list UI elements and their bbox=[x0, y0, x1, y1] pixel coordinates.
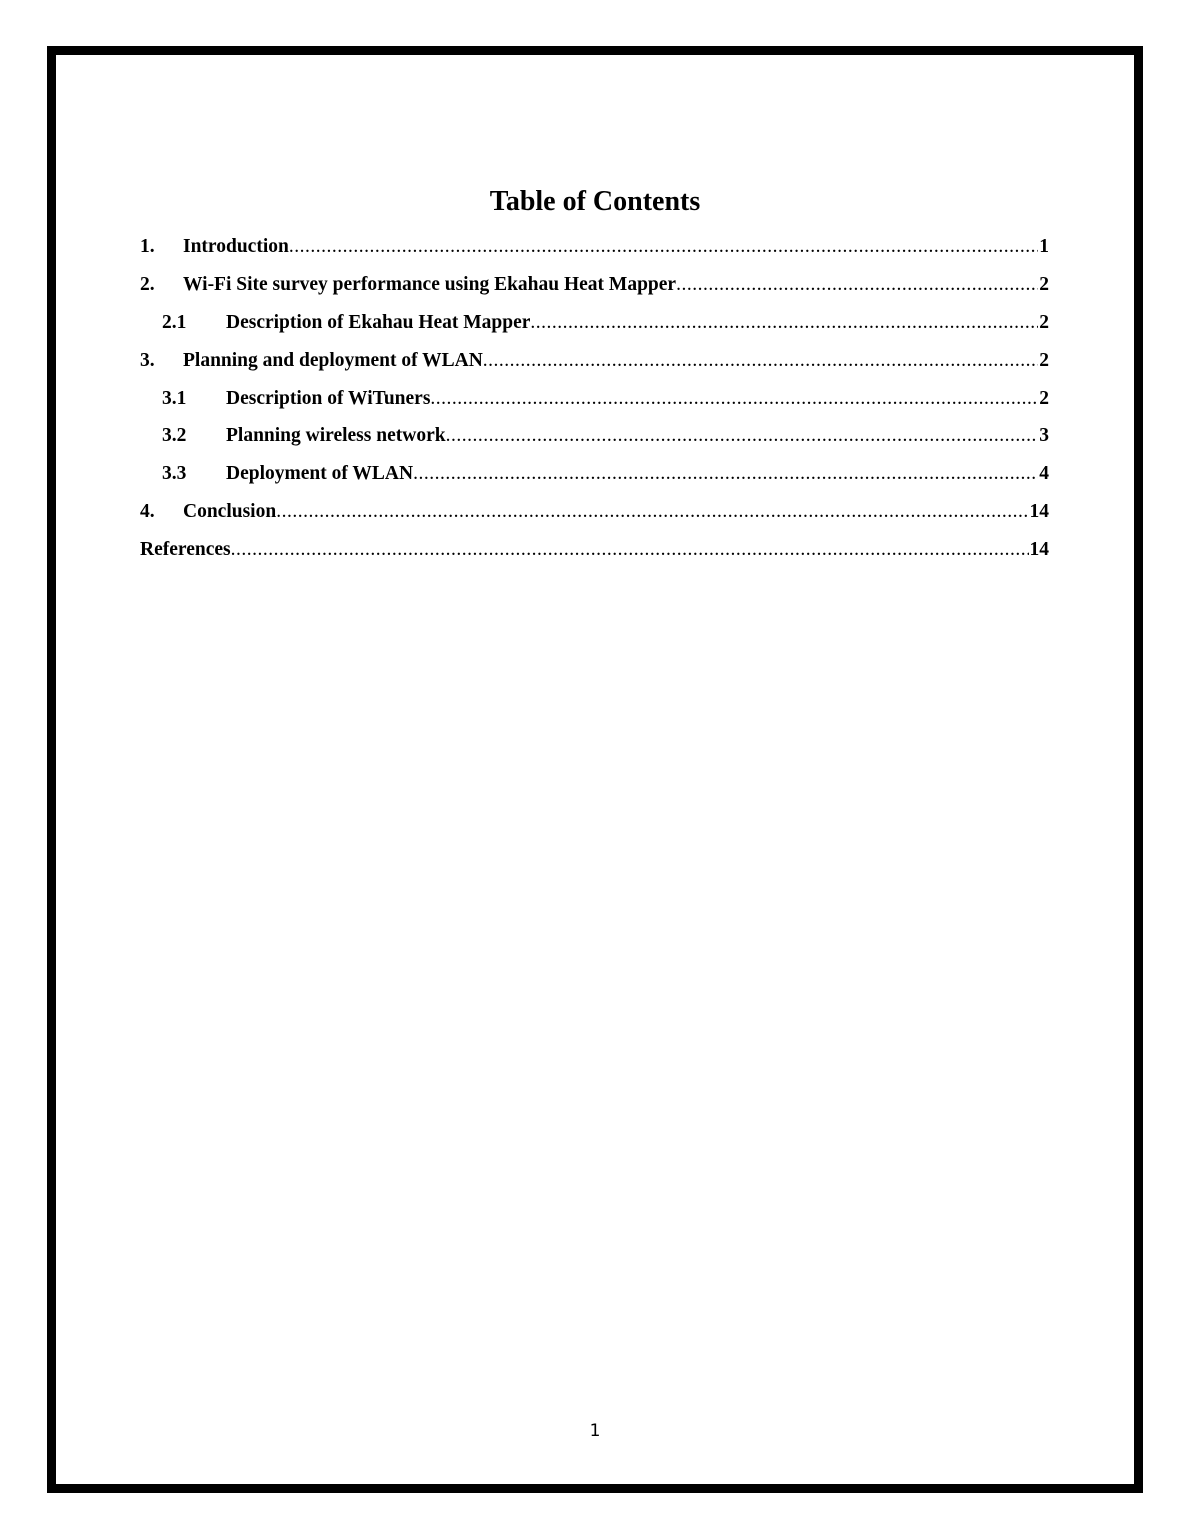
dot-leader bbox=[483, 342, 1038, 380]
toc-entry-number: 2. bbox=[140, 273, 155, 295]
toc-entry-wifi-site-survey[interactable] bbox=[140, 266, 1049, 304]
toc-entry-number: 1. bbox=[140, 236, 155, 257]
toc-entry-page: 2 bbox=[1039, 387, 1049, 409]
dot-leader bbox=[530, 304, 1038, 342]
toc-title: Table of Contents bbox=[489, 186, 701, 217]
toc-entry-page: 2 bbox=[1039, 349, 1049, 371]
toc-entry-page: 14 bbox=[1029, 501, 1049, 523]
dot-leader bbox=[446, 417, 1039, 455]
toc-entry-title: Planning and deployment of WLAN bbox=[183, 349, 483, 371]
toc-entry-number: 3.1 bbox=[162, 387, 187, 409]
toc-entry-number: 3.2 bbox=[162, 425, 187, 447]
dot-leader bbox=[276, 493, 1028, 531]
toc-entry-planning-deployment[interactable] bbox=[140, 342, 1049, 380]
toc-entry-title: Conclusion bbox=[183, 501, 277, 523]
toc-entry-references[interactable] bbox=[140, 531, 1049, 569]
toc-entry-title: Introduction bbox=[183, 236, 289, 257]
dot-leader bbox=[231, 531, 1029, 569]
toc-entry-title: Description of WiTuners bbox=[226, 387, 431, 409]
page-number: 1 bbox=[589, 1421, 601, 1441]
toc-entry-wituners-description[interactable] bbox=[140, 380, 1049, 418]
table-of-contents bbox=[140, 228, 1049, 569]
dot-leader bbox=[676, 266, 1038, 304]
toc-entry-number: 4. bbox=[140, 501, 155, 523]
dot-leader bbox=[413, 455, 1038, 493]
dot-leader bbox=[430, 380, 1038, 418]
toc-entry-deployment-wlan[interactable] bbox=[140, 455, 1049, 493]
toc-entry-page: 1 bbox=[1039, 236, 1049, 257]
toc-entry-introduction[interactable] bbox=[140, 228, 1049, 266]
toc-entry-page: 14 bbox=[1029, 539, 1049, 561]
toc-entry-title: Planning wireless network bbox=[226, 425, 446, 447]
toc-entry-page: 2 bbox=[1039, 273, 1049, 295]
dot-leader bbox=[289, 228, 1038, 266]
toc-entry-conclusion[interactable] bbox=[140, 493, 1049, 531]
toc-entry-title: Description of Ekahau Heat Mapper bbox=[226, 311, 531, 333]
toc-entry-ekahau-description[interactable] bbox=[140, 304, 1049, 342]
toc-entry-number: 2.1 bbox=[162, 311, 187, 333]
toc-entry-page: 2 bbox=[1039, 311, 1049, 333]
toc-entry-number: 3.3 bbox=[162, 463, 187, 485]
toc-entry-number: 3. bbox=[140, 349, 155, 371]
toc-entry-planning-wireless-network[interactable] bbox=[140, 417, 1049, 455]
toc-entry-page: 3 bbox=[1039, 425, 1049, 447]
toc-entry-title: Wi-Fi Site survey performance using Ekahau Heat Mapper bbox=[183, 273, 677, 295]
toc-entry-title: References bbox=[140, 539, 231, 561]
toc-entry-page: 4 bbox=[1039, 463, 1049, 485]
toc-entry-title: Deployment of WLAN bbox=[226, 463, 414, 485]
